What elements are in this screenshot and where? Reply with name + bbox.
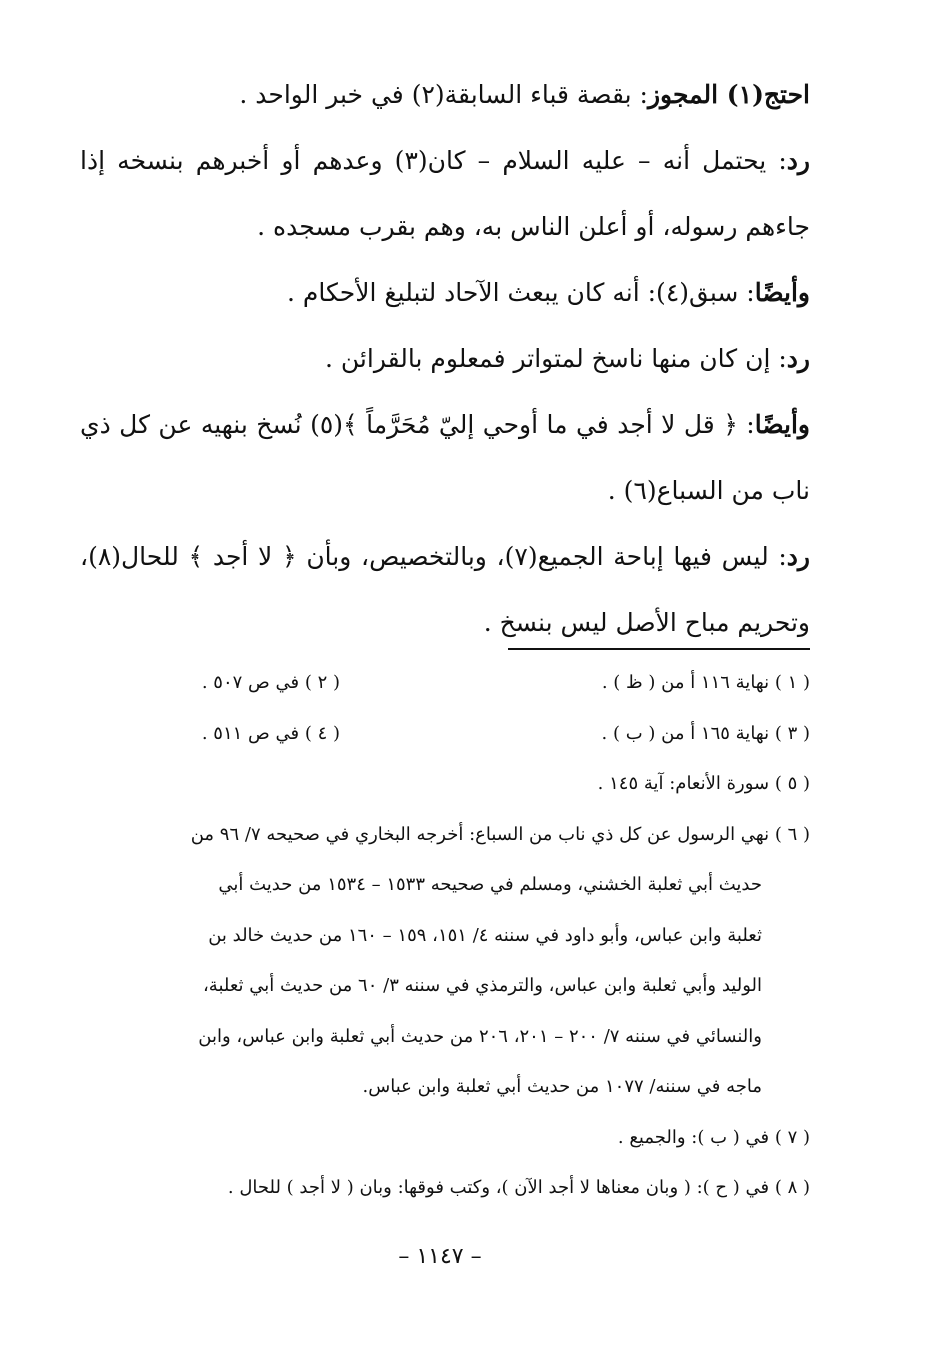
footnote-row xyxy=(80,709,810,760)
paragraph xyxy=(80,62,810,128)
footnote-6 xyxy=(80,810,810,1113)
main-text xyxy=(80,62,810,656)
footnote-row xyxy=(80,658,810,709)
paragraph-lead: رد xyxy=(786,542,811,571)
paragraph-text: : إن كان منها ناسخ لمتواتر فمعلوم بالقرائن . xyxy=(324,344,787,373)
paragraph-text: : ليس فيها إباحة الجميع(٧)، وبالتخصيص، وبأن ﴿ لا أجد ﴾ للحال(٨)، وتحريم مباح الأصل ليس بنسخ . xyxy=(80,542,810,637)
paragraph-lead: وأيضًا xyxy=(754,410,810,439)
footnote-7: ( ٧ ) في ( ب ): والجميع . xyxy=(617,1126,810,1148)
footnote-6-line: حديث أبي ثعلبة الخشني، ومسلم في صحيحه ١٥٣٣ – ١٥٣٤ من حديث أبي xyxy=(218,874,762,895)
paragraph-text: : يحتمل أنه – عليه السلام – كان(٣) وعدهم أو أخبرهم بنسخه إذا جاءهم رسوله، أو أعلن الناس به، وهم بقرب مسجده . xyxy=(80,146,810,241)
page-number: – ١١٤٧ – xyxy=(398,1244,482,1269)
paragraph-lead: احتج(١) المجوز xyxy=(647,80,810,109)
footnote-1: ( ١ ) نهاية ١١٦ أ من ( ظ ) . xyxy=(601,672,810,693)
footnote-3: ( ٣ ) نهاية ١٦٥ أ من ( ب ) . xyxy=(601,722,810,744)
paragraph xyxy=(80,392,810,524)
paragraph xyxy=(80,524,810,656)
footnote-2: ( ٢ ) في ص ٥٠٧ . xyxy=(201,672,340,693)
footnote-8: ( ٨ ) في ( ح ): ( وبان معناها لا أجد الآن )، وكتب فوقها: وبان ( لا أجد ) للحال . xyxy=(227,1177,810,1198)
footnote-6-line: ثعلبة وابن عباس، وأبو داود في سننه ٤/ ١٥١، ١٥٩ – ١٦٠ من حديث خالد بن xyxy=(208,924,762,946)
footnote-5: ( ٥ ) سورة الأنعام: آية ١٤٥ . xyxy=(597,773,810,794)
paragraph xyxy=(80,128,810,260)
paragraph xyxy=(80,260,810,326)
footnote-6-line: ( ٦ ) نهي الرسول عن كل ذي ناب من السباع: أخرجه البخاري في صحيحه ٧/ ٩٦ من xyxy=(190,823,810,845)
footnote-6-line: الوليد وأبي ثعلبة وابن عباس، والترمذي في سننه ٣/ ٦٠ من حديث أبي ثعلبة، xyxy=(202,975,762,996)
paragraph xyxy=(80,326,810,392)
footnote-divider xyxy=(508,648,810,650)
paragraph-lead: رد xyxy=(786,344,810,373)
paragraph-text: : ﴿ قل لا أجد في ما أوحي إليّ مُحَرَّماً ﴾(٥) نُسخ بنهيه عن كل ذي ناب من السباع(٦) . xyxy=(80,410,810,505)
paragraph-lead: رد xyxy=(786,146,810,175)
paragraph-text: : سبق(٤): أنه كان يبعث الآحاد لتبليغ الأحكام . xyxy=(286,278,755,307)
footnote-6-line: والنسائي في سننه ٧/ ٢٠٠ – ٢٠١، ٢٠٦ من حديث أبي ثعلبة وابن عباس، وابن xyxy=(198,1025,762,1047)
paragraph-text: : بقصة قباء السابقة(٢) في خبر الواحد . xyxy=(239,80,648,109)
footnote-6-line: ماجه في سننه/ ١٠٧٧ من حديث أبي ثعلبة وابن عباس. xyxy=(362,1076,762,1097)
footnotes xyxy=(80,658,810,1214)
footnote-4: ( ٤ ) في ص ٥١١ . xyxy=(201,722,340,744)
paragraph-lead: وأيضًا xyxy=(754,278,810,307)
